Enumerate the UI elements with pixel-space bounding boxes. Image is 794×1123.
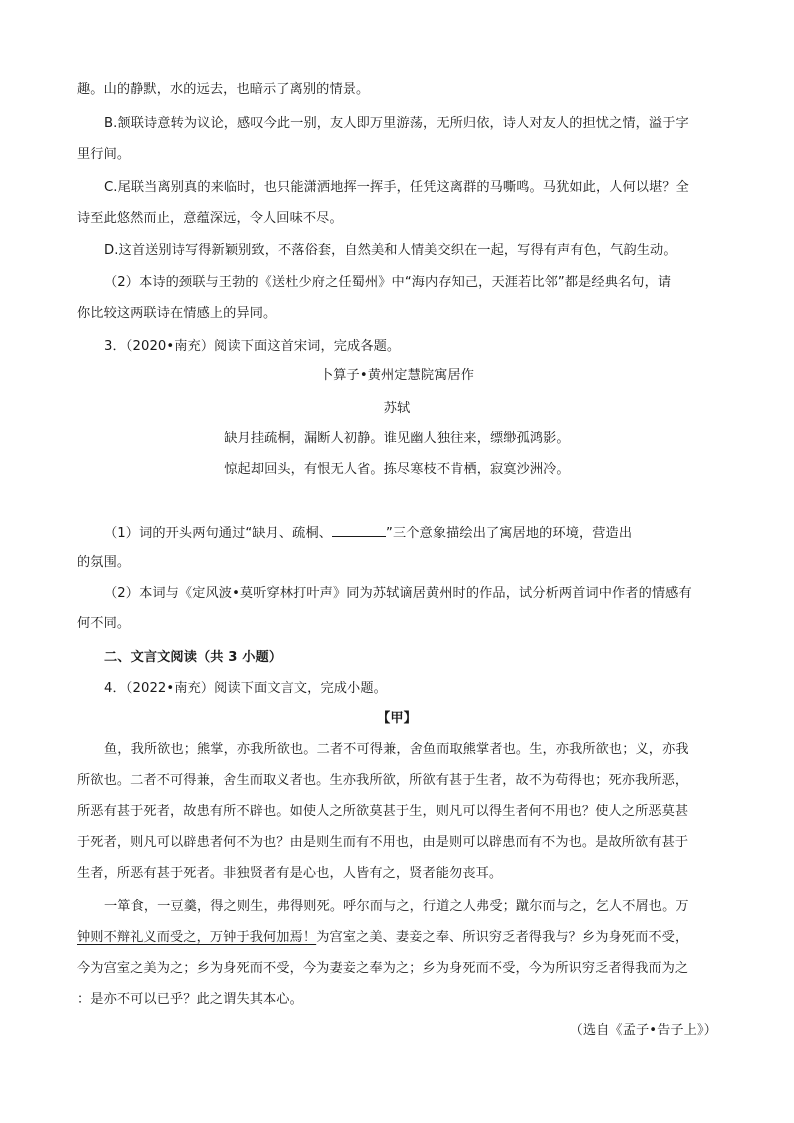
q2-continuation-line: 趣。山的静默，水的远去，也暗示了离别的情景。 <box>77 82 370 97</box>
q2-option-c-line1: C.尾联当离别真的来临时，也只能潇洒地挥一挥手，任凭这离群的马嘶鸣。马犹如此，人何以堪？全 <box>104 180 689 195</box>
poem-line2: 惊起却回头，有恨无人省。拣尽寒枝不肯栖，寂寞沙洲冷。 <box>224 462 570 477</box>
q2-option-b-line2: 里行间。 <box>77 147 131 162</box>
poem-title: 卜算子•黄州定慧院寓居作 <box>319 368 475 383</box>
q2-option-b-line1: B.颔联诗意转为议论，感叹今此一别，友人即万里游荡，无所归依，诗人对友人的担忧之情，溢于字 <box>104 116 689 131</box>
passage-jia-label: 【甲】 <box>377 711 417 726</box>
passage-p1-line5: 生者，所恶有甚于死者。非独贤者有是心也，人皆有之，贤者能勿丧耳。 <box>77 866 503 881</box>
passage-source: （选自《孟子•告子上》） <box>569 1023 717 1038</box>
q3-sub1-prefix: （1）词的开头两句通过“缺月、疏桐、 <box>104 526 333 541</box>
q3-sub1-line2: 的氛围。 <box>77 555 131 570</box>
q2-sub2-line2: 你比较这两联诗在情感上的异同。 <box>77 306 277 321</box>
passage-p2-line4: ：是亦不可以已乎？此之谓失其本心。 <box>77 992 303 1007</box>
q2-sub2-line1: （2）本诗的颈联与王勃的《送杜少府之任蜀州》中“海内存知己，天涯若比邻”都是经典名句，请 <box>104 275 672 290</box>
poem-author: 苏轼 <box>383 401 411 416</box>
section-heading: 二、文言文阅读（共 3 小题） <box>104 650 283 665</box>
underlined-sentence: 钟则不辩礼义而受之，万钟于我何加焉！ <box>77 930 317 945</box>
q3-sub2-line2: 何不同。 <box>77 616 131 631</box>
q4-intro: 4．（2022•南充）阅读下面文言文，完成小题。 <box>104 681 387 696</box>
passage-p1-line2: 所欲也。二者不可得兼，舍生而取义者也。生亦我所欲，所欲有甚于生者，故不为苟得也；死亦我所恶， <box>77 773 689 788</box>
q3-sub1-line1 <box>77 522 717 544</box>
q3-sub1-suffix: ”三个意象描绘出了寓居地的环境，营造出 <box>386 526 633 541</box>
passage-p1-line4: 于死者，则凡可以辟患者何不为也？由是则生而有不用也，由是则可以辟患而有不为也。是故所欲有甚于 <box>77 835 689 850</box>
passage-p2-line1: 一箪食，一豆羹，得之则生，弗得则死。呼尔而与之，行道之人弗受；蹴尔而与之，乞人不屑也。万 <box>104 899 689 914</box>
passage-p1-line1: 鱼，我所欲也；熊掌，亦我所欲也。二者不可得兼，舍鱼而取熊掌者也。生，亦我所欲也；义，亦我 <box>104 742 689 757</box>
q2-option-c-line2: 诗至此悠然而止，意蕴深远，令人回味不尽。 <box>77 211 343 226</box>
q3-intro: 3．（2020•南充）阅读下面这首宋词，完成各题。 <box>104 339 401 354</box>
passage-p2-line2 <box>77 928 717 948</box>
passage-p2-line3: 今为宫室之美为之；乡为身死而不受，今为妻妾之奉为之；乡为身死而不受，今为所识穷乏者得我而为之 <box>77 961 689 976</box>
passage-p1-line3: 所恶有甚于死者，故患有所不辟也。如使人之所欲莫甚于生，则凡可以得生者何不用也？使人之所恶莫甚 <box>77 804 689 819</box>
poem-line1: 缺月挂疏桐，漏断人初静。谁见幽人独往来，缥缈孤鸿影。 <box>224 431 570 446</box>
q3-sub2-line1: （2）本词与《定风波•莫听穿林打叶声》同为苏轼谪居黄州时的作品，试分析两首词中作者的情感有 <box>104 586 692 601</box>
q2-option-d: D.这首送别诗写得新颖别致，不落俗套，自然美和人情美交织在一起，写得有声有色，气韵生动。 <box>104 243 677 258</box>
answer-blank[interactable] <box>332 522 386 537</box>
passage-p2-line2-rest: 为宫室之美、妻妾之奉、所识穷乏者得我与？乡为身死而不受， <box>316 930 689 945</box>
